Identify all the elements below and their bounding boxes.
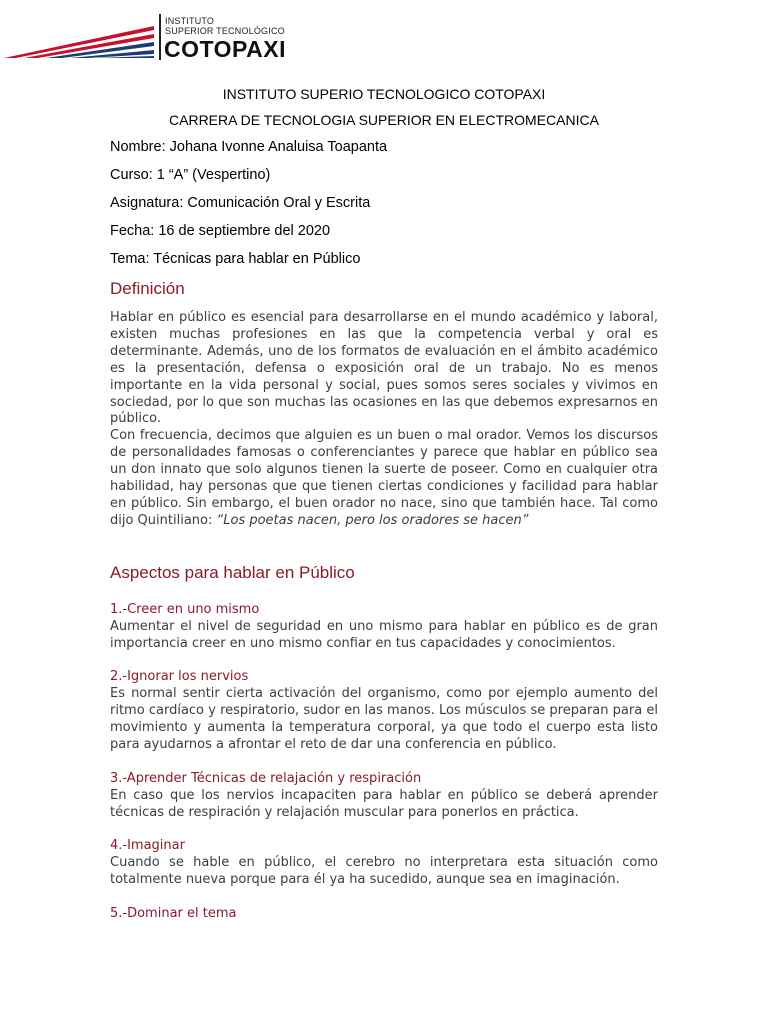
subject: Asignatura: Comunicación Oral y Escrita <box>110 195 371 211</box>
aspect-4-heading: 4.-Imaginar <box>110 838 185 853</box>
logo-name: COTOPAXI <box>164 36 286 62</box>
definition-body <box>110 310 658 530</box>
aspect-2-heading: 2.-Ignorar los nervios <box>110 669 249 684</box>
definition-paragraph-2 <box>110 428 658 529</box>
quintiliano-quote: “Los poetas nacen, pero los oradores se hacen” <box>216 512 529 528</box>
aspect-5-heading: 5.-Dominar el tema <box>110 906 237 921</box>
aspect-4-text: Cuando se hable en público, el cerebro no interpretara esta situación como totalmente nueva porque para él ya ha sucedido, aunque sea en imaginación. <box>110 855 658 887</box>
date: Fecha: 16 de septiembre del 2020 <box>110 223 331 239</box>
career-title: CARRERA DE TECNOLOGIA SUPERIOR EN ELECTROMECANICA <box>169 112 599 128</box>
swoosh-logo-icon <box>4 22 160 60</box>
logo-line2: SUPERIOR TECNOLÓGICO <box>165 26 285 36</box>
aspect-1-heading: 1.-Creer en uno mismo <box>110 602 260 617</box>
aspect-3-text: En caso que los nervios incapaciten para hablar en público se deberá aprender técnicas de respiración y relajación muscular para ponerlos en práctica. <box>110 788 658 820</box>
definition-paragraph-1: Hablar en público es esencial para desarrollarse en el mundo académico y laboral, existen muchas profesiones en las que la competencia verbal y oral es determinante. Además, uno de los formatos de evaluación en el ámbito académico es la presentación, defensa o exposición oral de un trabajo. No es menos importante en la vida personal y social, pues somos seres sociales y vivimos en sociedad, por lo que son muchas las ocasiones en las que debemos expresarnos en público. <box>110 310 658 427</box>
aspect-2-text: Es normal sentir cierta activación del organismo, como por ejemplo aumento del ritmo cardíaco y respiratorio, sudor en las manos. Los músculos se preparan para el movimiento y aumenta la temperatura corporal, ya que todo el cuerpo esta listo para ayudarnos a afrontar el reto de dar una conferencia en público. <box>110 686 658 752</box>
aspects-heading: Aspectos para hablar en Público <box>110 563 355 582</box>
course: Curso: 1 “A” (Vespertino) <box>110 167 271 183</box>
definition-paragraph-2-text: Con frecuencia, decimos que alguien es un buen o mal orador. Vemos los discursos de personalidades famosas o conferenciantes y parece que hablar en público sea un don innato que solo algunos tienen la suerte de poseer. Como en cualquier otra habilidad, hay personas que que tienen ciertas condiciones y facilidad para hablar en público. Sin embargo, el buen orador no nace, sino que también hace. Tal como dijo Quintiliano: <box>110 428 658 528</box>
logo-divider <box>159 14 161 60</box>
topic: Tema: Técnicas para hablar en Público <box>110 251 361 267</box>
aspect-1-text: Aumentar el nivel de seguridad en uno mismo para hablar en público es de gran importancia creer en uno mismo confiar en tus capacidades y conocimientos. <box>110 619 658 651</box>
institute-title: INSTITUTO SUPERIO TECNOLOGICO COTOPAXI <box>222 86 546 102</box>
aspect-3-heading: 3.-Aprender Técnicas de relajación y respiración <box>110 771 422 786</box>
institution-logo <box>0 14 300 62</box>
student-name: Nombre: Johana Ivonne Analuisa Toapanta <box>110 139 388 155</box>
definition-heading: Definición <box>110 279 185 298</box>
logo-line1: INSTITUTO <box>165 16 215 26</box>
